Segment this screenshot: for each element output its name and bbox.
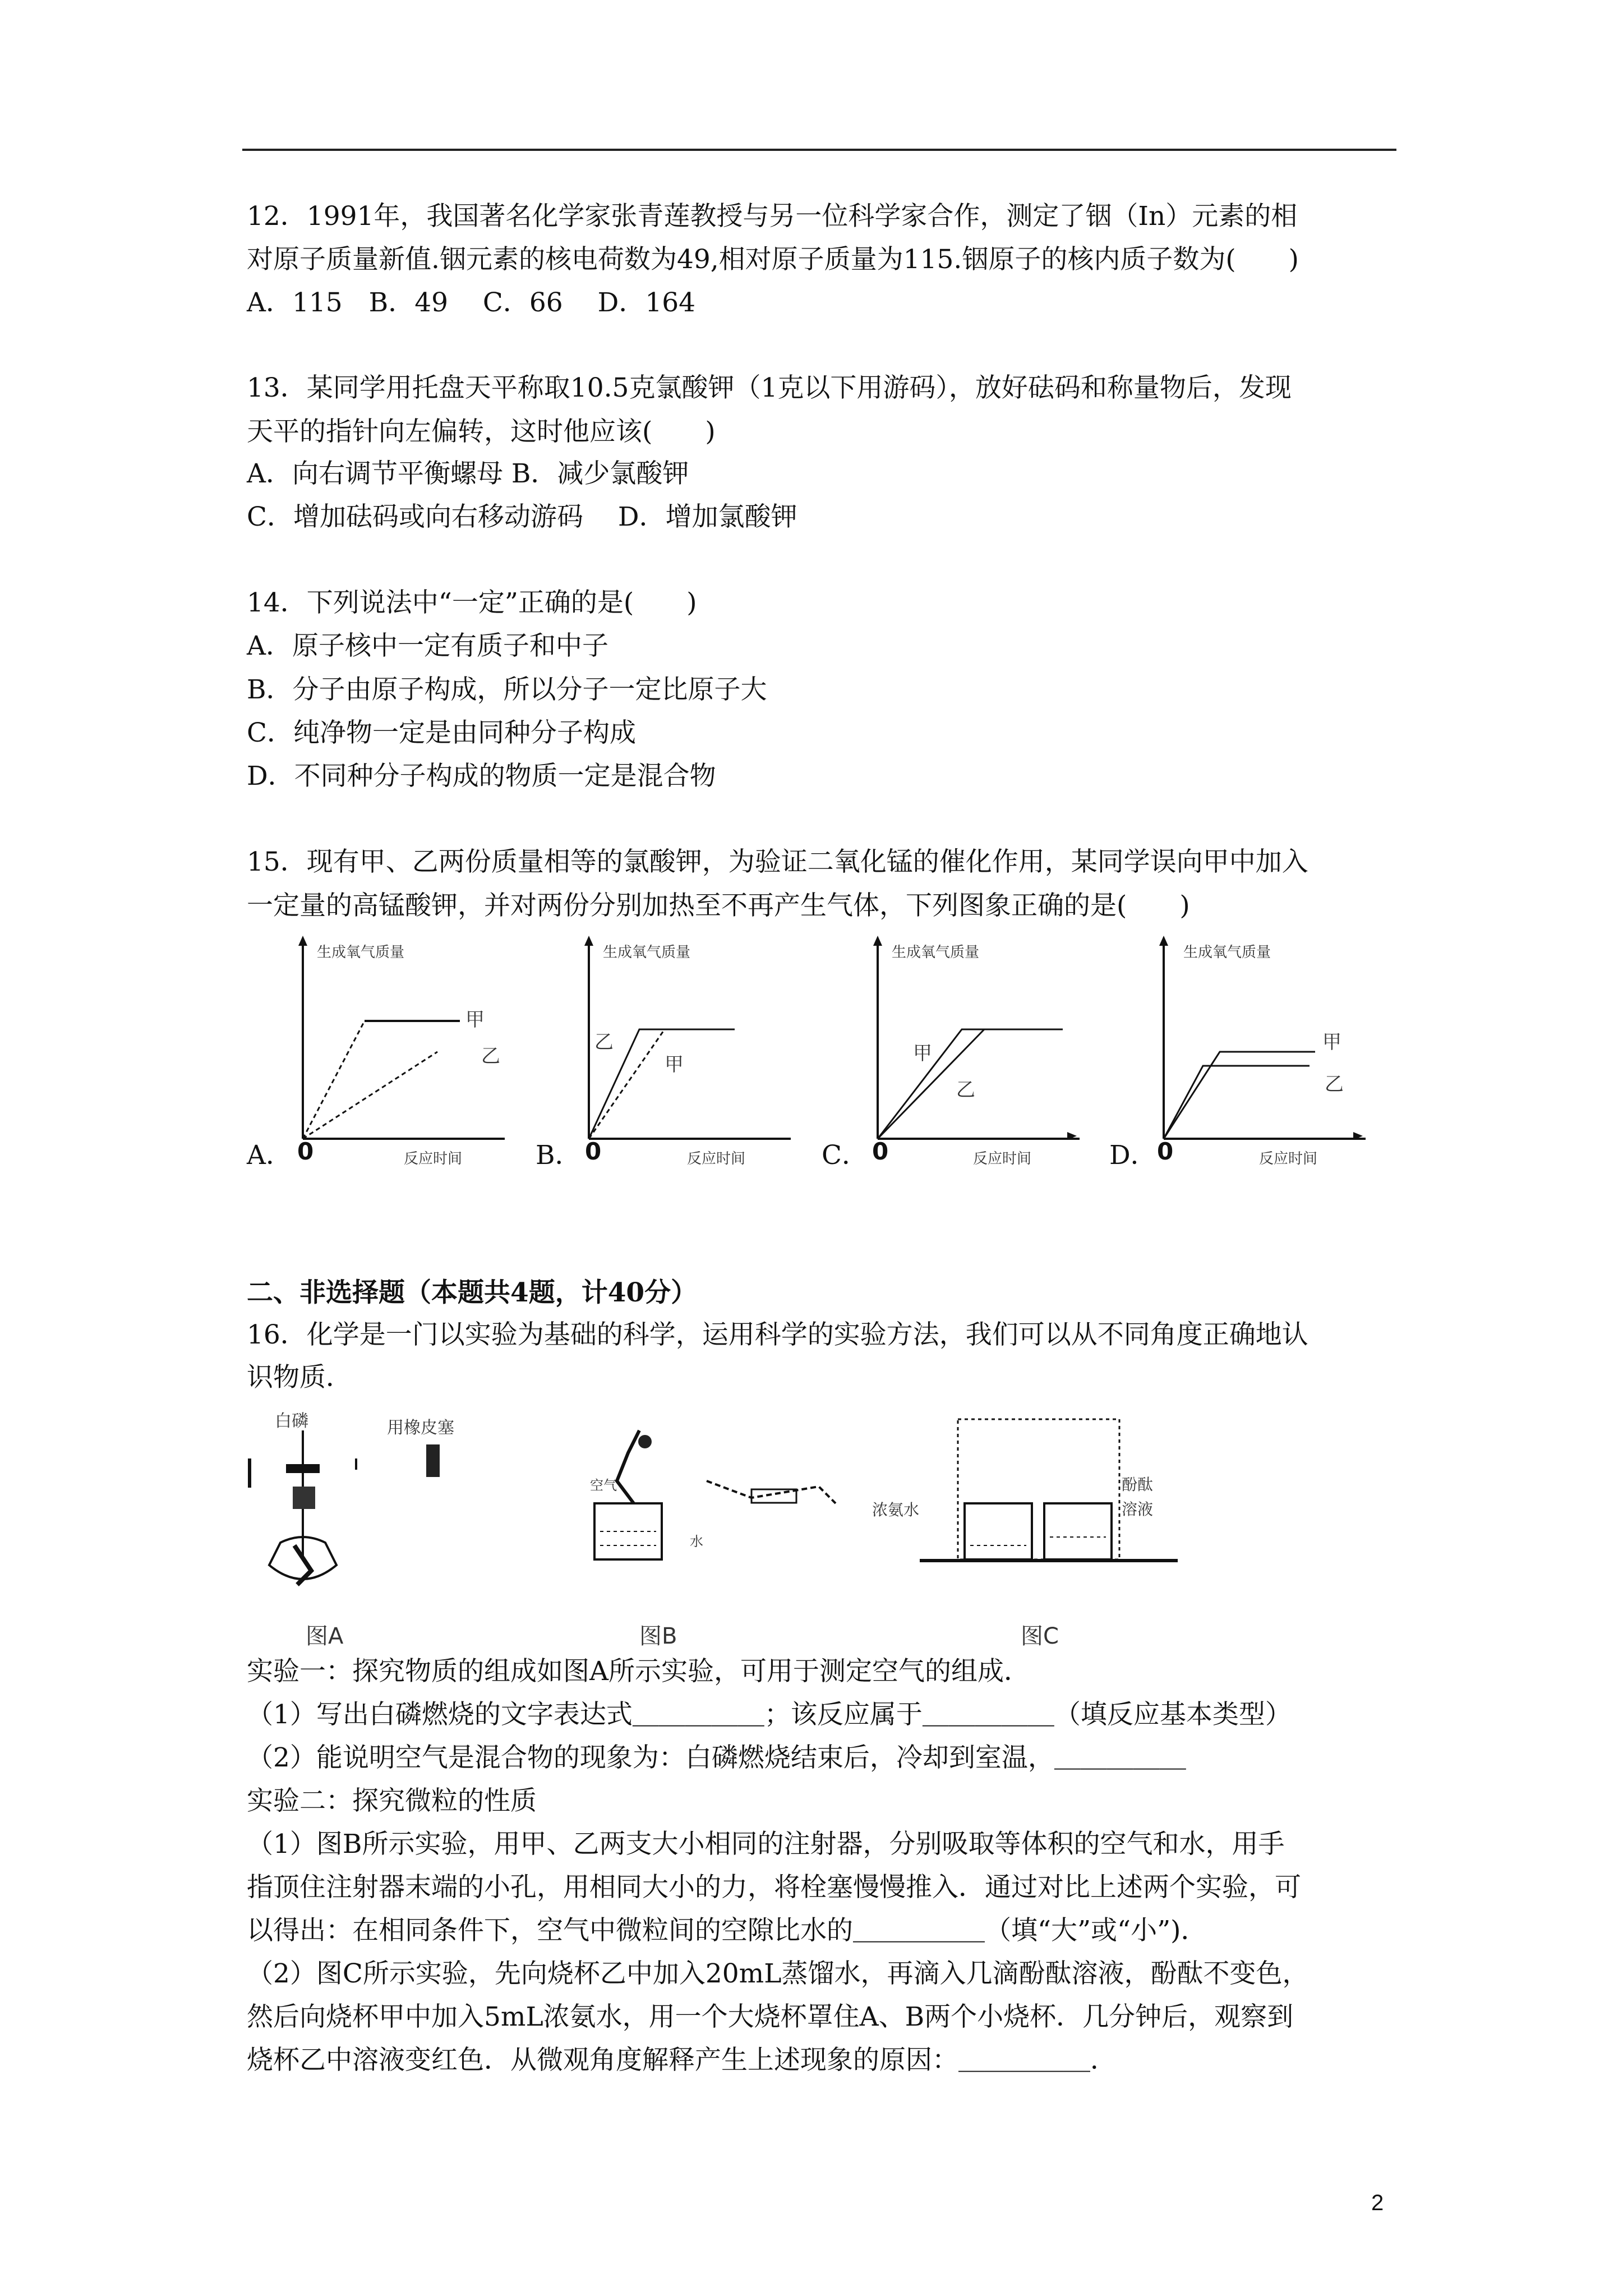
exp2-q1-line1: （1）图B所示实验，用甲、乙两支大小相同的注射器，分别吸取等体积的空气和水，用手 [247,1829,1285,1860]
graph-c-label-yi: 乙 [956,1079,975,1101]
graph-c-ylabel: 生成氧气质量 [892,944,980,961]
graph-a [280,931,516,1144]
graph-a-option: A． [247,1140,292,1171]
graph-b-y-arrow [584,936,593,946]
fig-a-bracket [248,1458,251,1488]
graph-b-origin: 0 [585,1138,602,1165]
graph-d-y-arrow [1159,936,1168,946]
q12-line1: 12．1991年，我国著名化学家张青莲教授与另一位科学家合作，测定了铟（In）元素的相 [247,201,1298,232]
q12-options: A．115 B．49 C．66 D．164 [247,287,696,318]
graph-a-label-jia: 甲 [465,1009,485,1031]
exp2-q2-line2: 然后向烧杯甲中加入5mL浓氨水，用一个大烧杯罩住A、B两个小烧杯．几分钟后，观察到 [247,2001,1294,2032]
graph-c-line-yi [878,1029,984,1139]
q14-option-a: A．原子核中一定有质子和中子 [247,631,608,661]
q15-line1: 15．现有甲、乙两份质量相等的氯酸钾，为验证二氧化锰的催化作用，某同学误向甲中加入 [247,846,1308,877]
figure-c [920,1414,1189,1571]
graph-d-label-yi: 乙 [1325,1073,1344,1096]
fig-a-bulb [293,1487,315,1509]
q14-option-c: C．纯净物一定是由同种分子构成 [247,717,636,748]
q14-line1: 14．下列说法中“一定”正确的是( ) [247,587,697,618]
fig-a-label-stopper: 用橡皮塞 [387,1418,454,1438]
graph-b-ylabel: 生成氧气质量 [603,944,691,961]
graph-d-option: D． [1109,1140,1157,1171]
exp2-q2-line3: 烧杯乙中溶液变红色．从微观角度解释产生上述现象的原因：＿＿＿＿＿． [247,2045,1117,2076]
q13-line2: 天平的指针向左偏转，这时他应该( ) [247,416,716,447]
page-number: 2 [1371,2191,1384,2215]
graph-b-xlabel: 反应时间 [687,1151,746,1167]
fig-a-stopper [426,1444,440,1477]
graph-a-xlabel: 反应时间 [404,1151,463,1167]
fig-c-large-beaker [958,1419,1119,1559]
graph-a-ylabel: 生成氧气质量 [317,944,405,961]
exp1-question2: （2）能说明空气是混合物的现象为：白磷燃烧结束后，冷却到室温，＿＿＿＿＿ [247,1742,1186,1773]
q13-option-cd: C．增加砝码或向右移动游码 D．增加氯酸钾 [247,501,797,532]
graph-b-line-yi [589,1029,735,1139]
fig-c-beaker-yi [1044,1503,1112,1559]
exp2-q1-line3: 以得出：在相同条件下，空气中微粒间的空隙比水的＿＿＿＿＿（填“大”或“小”)． [247,1915,1207,1946]
graph-d-ylabel: 生成氧气质量 [1183,944,1271,961]
exp1-intro: 实验一：探究物质的组成如图A所示实验，可用于测定空气的组成． [247,1656,1030,1687]
graph-b-label-yi: 乙 [594,1031,614,1053]
graph-b [566,931,802,1144]
fig-c-label-ammonia: 浓氨水 [872,1501,920,1519]
graph-c-label-jia: 甲 [913,1042,932,1065]
q16-line1: 16．化学是一门以实验为基础的科学，运用科学的实验方法，我们可以从不同角度正确地认 [247,1319,1308,1350]
q15-line2: 一定量的高锰酸钾，并对两份分别加热至不再产生气体，下列图象正确的是( ) [247,890,1190,921]
figure-b [583,1419,852,1588]
exp2-q1-line2: 指顶住注射器末端的小孔，用相同大小的力，将栓塞慢慢推入．通过对比上述两个实验，可 [247,1872,1301,1903]
q14-option-d: D．不同种分子构成的物质一定是混合物 [247,761,716,792]
graph-c-xlabel: 反应时间 [973,1151,1032,1167]
graph-c-line-jia [878,1029,1063,1139]
q13-option-ab: A．向右调节平衡螺母 B．减少氯酸钾 [247,458,689,489]
q16-line2: 识物质． [247,1362,352,1393]
graph-a-label-yi: 乙 [481,1045,500,1068]
graph-c [855,931,1091,1144]
graph-b-line-jia [589,1029,665,1139]
graph-a-line-yi [303,1052,437,1139]
graph-d-line-yi [1164,1066,1310,1139]
header-rule [242,149,1396,151]
fig-a-clamp [286,1464,320,1473]
q13-line1: 13．某同学用托盘天平称取10.5克氯酸钾（1克以下用游码），放好砝码和称量物后，发现 [247,372,1292,403]
q14-option-b: B．分子由原子构成，所以分子一定比原子大 [247,674,767,705]
graph-d [1141,931,1377,1144]
fig-c-label-phenolphthalein: 酚酞溶液 [1122,1475,1154,1519]
fig-c-caption: 图C [1021,1623,1059,1649]
q12-line2: 对原子质量新值.铟元素的核电荷数为49,相对原子质量为115.铟原子的核内质子数为( ) [247,244,1299,275]
graph-a-line-jia [303,1021,460,1139]
fig-b-syringe-b [707,1481,836,1503]
fig-b-syringe-a [617,1430,639,1503]
graph-a-origin: 0 [297,1138,314,1165]
graph-d-xlabel: 反应时间 [1259,1151,1318,1167]
exp2-q2-line1: （2）图C所示实验，先向烧杯乙中加入20mL蒸馏水，再滴入几滴酚酞溶液，酚酞不变色， [247,1958,1309,1989]
section2-title: 二、非选择题（本题共4题，计40分） [247,1277,698,1308]
fig-b-label-air: 空气 [590,1478,617,1493]
graph-a-y-arrow [298,936,307,946]
fig-a-caption: 图A [306,1623,344,1649]
fig-c-beaker-jia [965,1503,1032,1559]
graph-b-label-jia: 甲 [665,1053,684,1076]
graph-b-option: B． [536,1140,582,1171]
fig-b-caption: 图B [639,1623,677,1649]
graph-d-origin: 0 [1157,1138,1174,1165]
graph-c-origin: 0 [872,1138,889,1165]
exp1-question1: （1）写出白磷燃烧的文字表达式＿＿＿＿＿；该反应属于＿＿＿＿＿（填反应基本类型） [247,1699,1292,1730]
fig-a-label-phosphorus: 白磷 [275,1411,308,1431]
graph-c-y-arrow [873,936,882,946]
graph-c-option: C． [822,1140,868,1171]
figure-a [241,1425,510,1604]
graph-d-label-jia: 甲 [1322,1031,1341,1053]
exp2-intro: 实验二：探究微粒的性质 [247,1786,537,1816]
fig-b-label-water: 水 [690,1534,703,1549]
fig-b-hand [638,1435,652,1448]
